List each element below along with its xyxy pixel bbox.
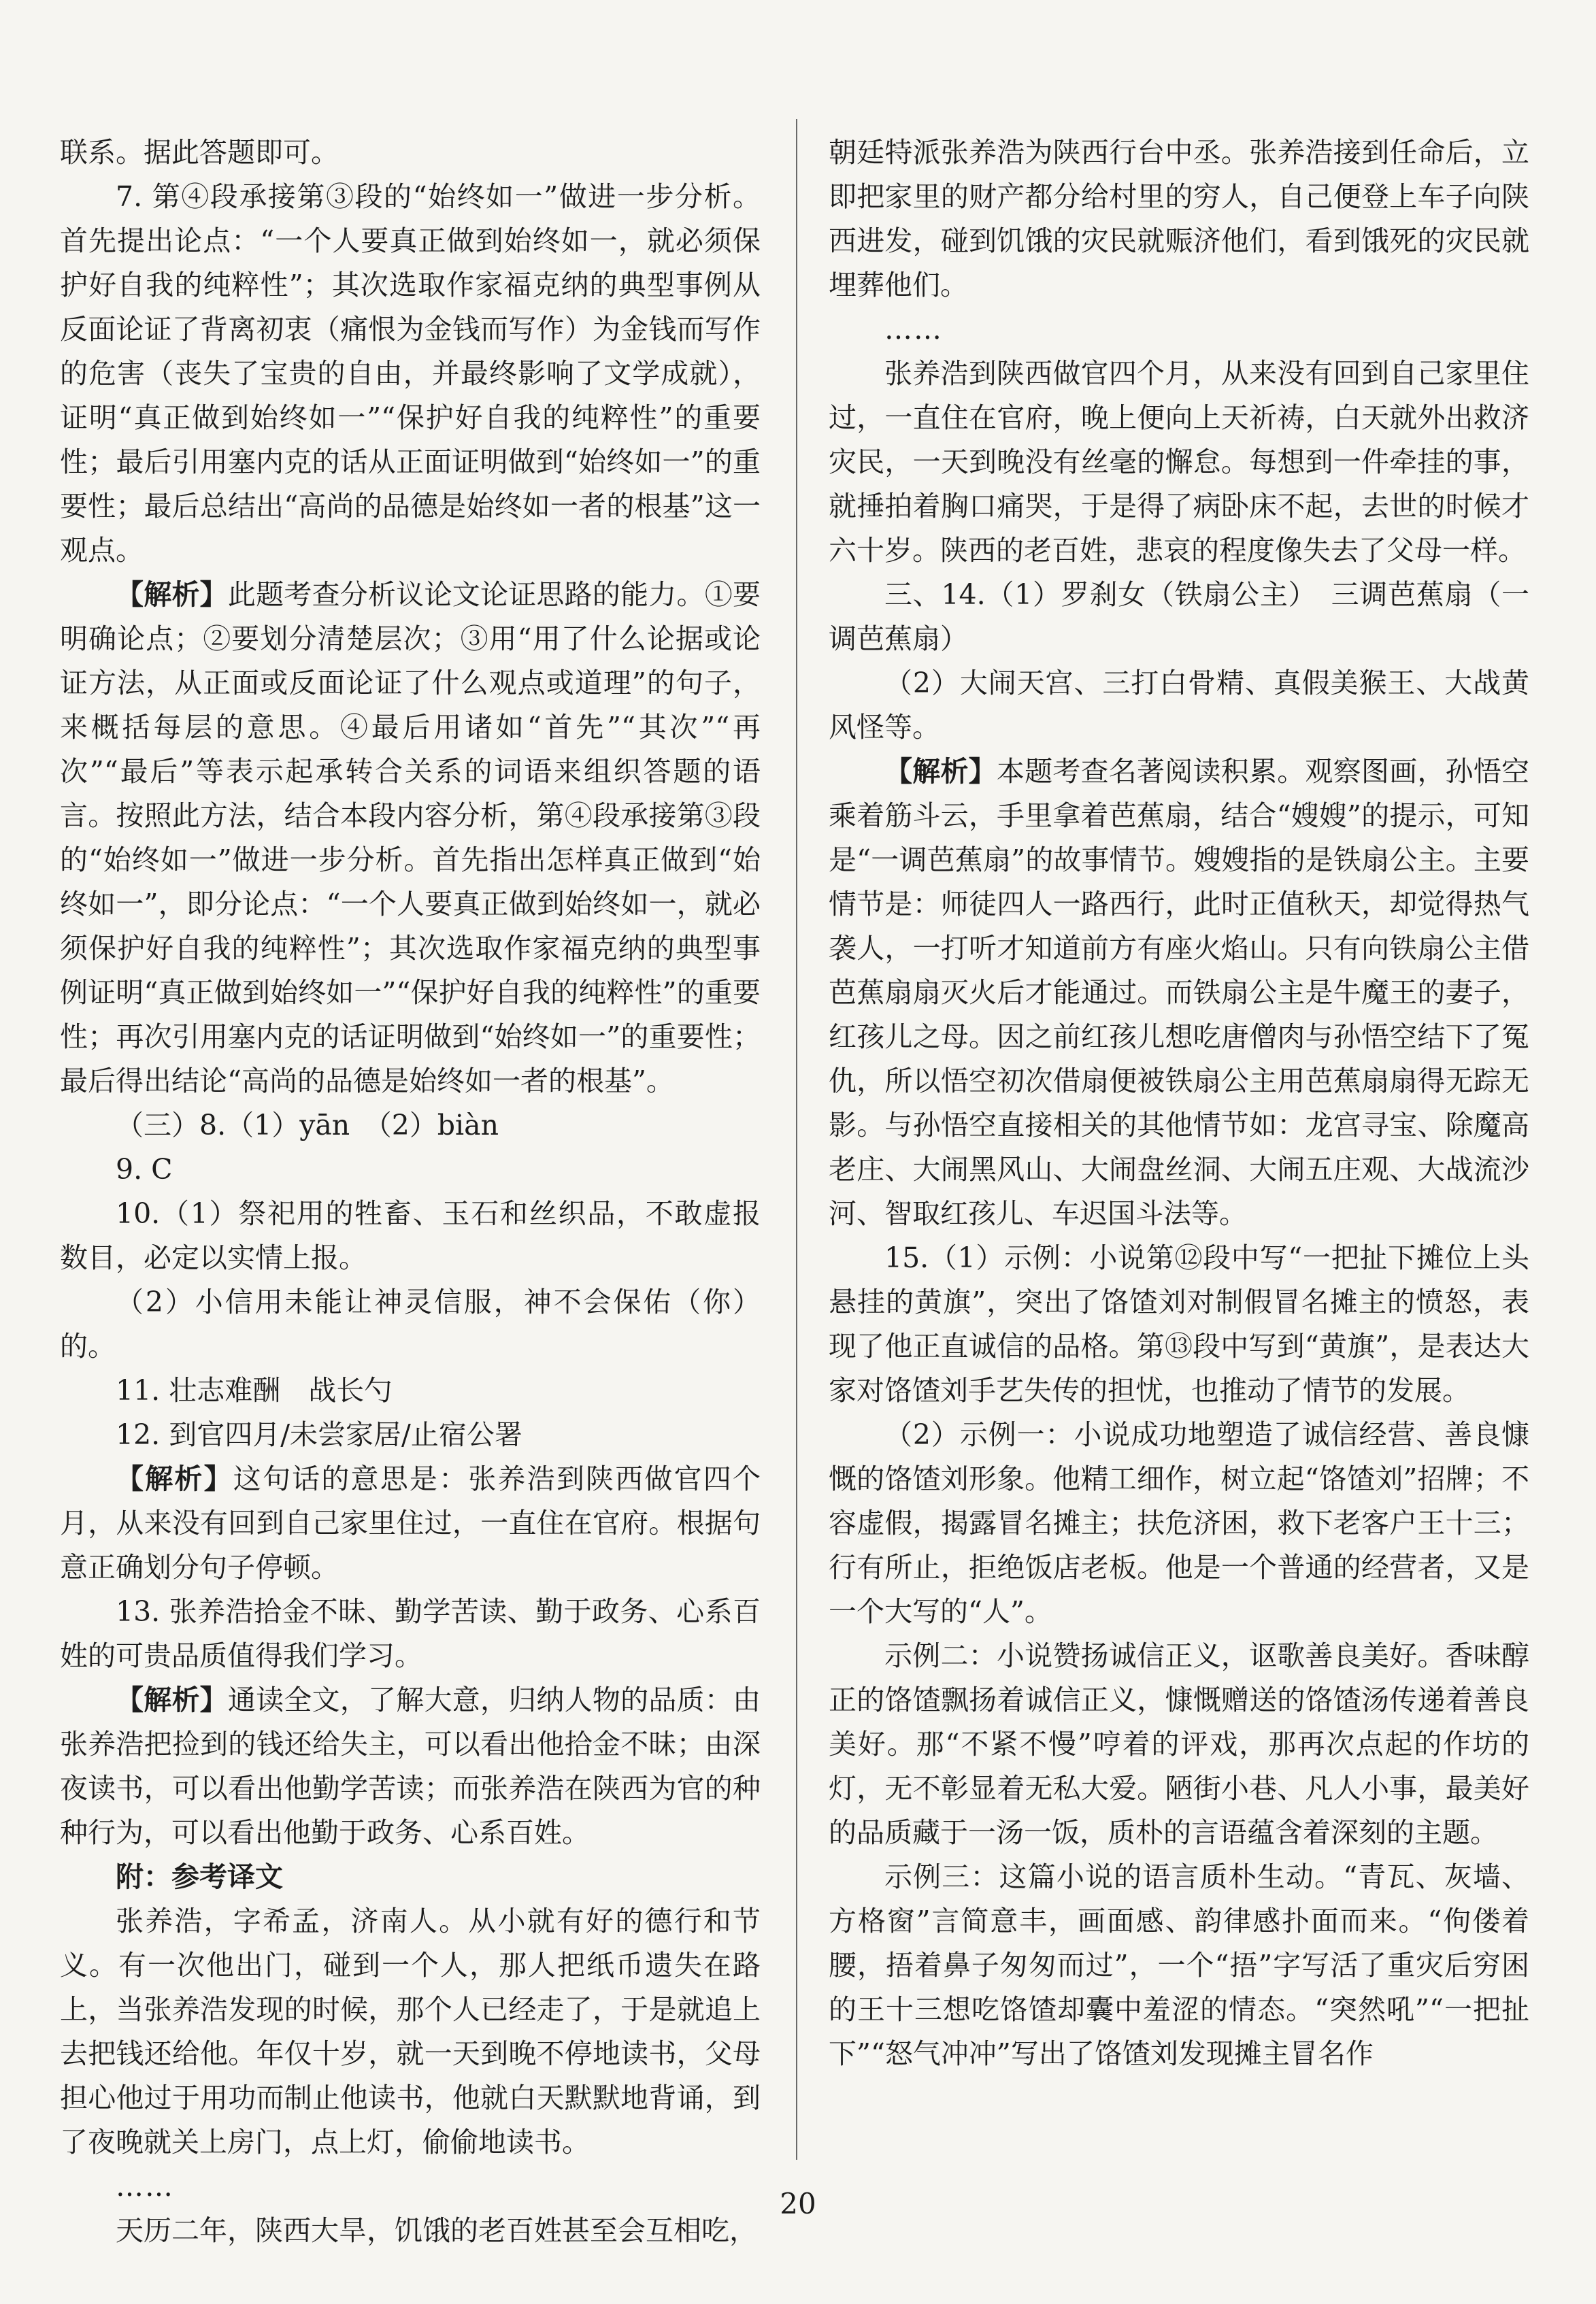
translation-paragraph: 张养浩到陕西做官四个月，从来没有回到自己家里住过，一直住在官府，晚上便向上天祈祷，白天就外出救济灾民，一天到晚没有丝毫的懈怠。每想到一件牵挂的事，就捶拍着胸口痛哭，于是得了病卧床不起，去世的时候才六十岁。陕西的老百姓，悲哀的程度像失去了父母一样。: [829, 357, 1529, 567]
left-paragraph: 联系。据此答题即可。: [60, 136, 339, 169]
analysis-text: 通读全文，了解大意，归纳人物的品质：由张养浩把捡到的钱还给失主，可以看出他拾金不昧；由深夜读书，可以看出他勤学苦读；而张养浩在陕西为官的种种行为，可以看出他勤于政务、心系百姓。: [60, 1684, 761, 1849]
analysis-tag: 【解析】: [116, 578, 228, 611]
analysis-text: 此题考查分析议论文论证思路的能力。①要明确论点；②要划分清楚层次；③用“用了什么论据或论证方法，从正面或反面论证了什么观点或道理”的句子，来概括每层的意思。④最后用诸如“首先”“其次”“再次”“最后”等表示起承转合关系的词语来组织答题的语言。按照此方法，结合本段内容分析，第④段承接第③段的“始终如一”做进一步分析。首先指出怎样真正做到“始终如一”，即分论点：“一个人要真正做到始终如一，就必须保护好自我的纯粹性”；其次选取作家福克纳的典型事例证明“真正做到始终如一”“保护好自我的纯粹性”的重要性；再次引用塞内克的话证明做到“始终如一”的重要性；最后得出结论“高尚的品德是始终如一者的根基”。: [60, 578, 761, 1097]
answer-14-1: 三、14.（1）罗刹女（铁扇公主） 三调芭蕉扇（一调芭蕉扇）: [829, 578, 1529, 655]
translation-paragraph: 张养浩，字希孟，济南人。从小就有好的德行和节义。有一次他出门，碰到一个人，那人把纸币遗失在路上，当张养浩发现的时候，那个人已经走了，于是就追上去把钱还给他。年仅十岁，就一天到晚不停地读书，父母担心他过于用功而制止他读书，他就白天默默地背诵，到了夜晚就关上房门，点上灯，偷偷地读书。: [60, 1905, 761, 2158]
analysis-text: 这句话的意思是：张养浩到陕西做官四个月，从来没有回到自己家里住过，一直住在官府。根据句意正确划分句子停顿。: [60, 1463, 761, 1584]
ellipsis: ……: [884, 313, 943, 346]
answer-8: （三）8.（1）yān （2）biàn: [116, 1109, 499, 1141]
analysis-tag: 【解析】: [116, 1463, 233, 1495]
answer-15-2-example-3: 示例三：这篇小说的语言质朴生动。“青瓦、灰墙、方格窗”言简意丰，画面感、韵律感扑面而来。“佝偻着腰，捂着鼻子匆匆而过”，一个“捂”字写活了重灾后穷困的王十三想吃饹馇却囊中羞涩的情态。“突然吼”“一把扯下”“怒气冲冲”写出了饹馇刘发现摊主冒名作: [829, 1860, 1529, 2070]
translation-paragraph: 朝廷特派张养浩为陕西行台中丞。张养浩接到任命后，立即把家里的财产都分给村里的穷人，自己便登上车子向陕西进发，碰到饥饿的灾民就赈济他们，看到饿死的灾民就埋葬他们。: [829, 136, 1529, 301]
answer-12: 12. 到官四月/未尝家居/止宿公署: [116, 1418, 522, 1451]
answer-15-1: 15.（1）示例：小说第⑫段中写“一把扯下摊位上头悬挂的黄旗”，突出了饹馇刘对制假冒名摊主的愤怒，表现了他正直诚信的品格。第⑬段中写到“黄旗”，是表达大家对饹馇刘手艺失传的担忧，也推动了情节的发展。: [829, 1241, 1529, 1407]
answer-10-2: （2）小信用未能让神灵信服，神不会保佑（你）的。: [60, 1286, 761, 1363]
analysis-tag: 【解析】: [884, 755, 997, 788]
answer-11: 11. 壮志难酬 战长勺: [116, 1374, 393, 1407]
analysis-tag: 【解析】: [116, 1684, 228, 1716]
answer-10-1: 10.（1）祭祀用的牲畜、玉石和丝织品，不敢虚报数目，必定以实情上报。: [60, 1197, 761, 1274]
right-column: [829, 131, 1529, 2076]
column-divider: [796, 119, 797, 2160]
answer-13: 13. 张养浩拾金不昧、勤学苦读、勤于政务、心系百姓的可贵品质值得我们学习。: [60, 1595, 761, 1672]
answer-7: 7. 第④段承接第③段的“始终如一”做进一步分析。首先提出论点：“一个人要真正做到始终如一，就必须保护好自我的纯粹性”；其次选取作家福克纳的典型事例从反面论证了背离初衷（痛恨为金钱而写作）为金钱而写作的危害（丧失了宝贵的自由，并最终影响了文学成就），证明“真正做到始终如一”“保护好自我的纯粹性”的重要性；最后引用塞内克的话从正面证明做到“始终如一”的重要性；最后总结出“高尚的品德是始终如一者的根基”这一观点。: [60, 180, 761, 567]
answer-9: 9. C: [116, 1153, 173, 1186]
ellipsis: ……: [116, 2170, 174, 2203]
analysis-7: [60, 573, 761, 1103]
analysis-13: [60, 1678, 761, 1855]
answer-15-2-example-2: 示例二：小说赞扬诚信正义，讴歌善良美好。香味醇正的饹馇飘扬着诚信正义，慷慨赠送的饹馇汤传递着善良美好。那“不紧不慢”哼着的评戏，那再次点起的作坊的灯，无不彰显着无私大爱。陋街小巷、凡人小事，最美好的品质藏于一汤一饭，质朴的言语蕴含着深刻的主题。: [829, 1639, 1529, 1849]
analysis-12: [60, 1457, 761, 1590]
answer-15-2-example-1: （2）示例一：小说成功地塑造了诚信经营、善良慷慨的饹馇刘形象。他精工细作，树立起“饹馇刘”招牌；不容虚假，揭露冒名摊主；扶危济困，救下老客户王十三；行有所止，拒绝饭店老板。他是一个普通的经营者，又是一个大写的“人”。: [829, 1418, 1529, 1628]
page-number: 20: [780, 2187, 816, 2220]
translation-paragraph: 天历二年，陕西大旱，饥饿的老百姓甚至会互相吃，: [116, 2214, 757, 2247]
answer-14-2: （2）大闹天宫、三打白骨精、真假美猴王、大战黄风怪等。: [829, 667, 1529, 744]
translation-heading: 附：参考译文: [116, 1860, 283, 1893]
analysis-14: [829, 750, 1529, 1236]
analysis-text: 本题考查名著阅读积累。观察图画，孙悟空乘着筋斗云，手里拿着芭蕉扇，结合“嫂嫂”的提示，可知是“一调芭蕉扇”的故事情节。嫂嫂指的是铁扇公主。主要情节是：师徒四人一路西行，此时正值秋天，却觉得热气袭人，一打听才知道前方有座火焰山。只有向铁扇公主借芭蕉扇扇灭火后才能通过。而铁扇公主是牛魔王的妻子，红孩儿之母。因之前红孩儿想吃唐僧肉与孙悟空结下了冤仇，所以悟空初次借扇便被铁扇公主用芭蕉扇扇得无踪无影。与孙悟空直接相关的其他情节如：龙宫寻宝、除魔高老庄、大闹黑风山、大闹盘丝洞、大闹五庄观、大战流沙河、智取红孩儿、车迟国斗法等。: [829, 755, 1530, 1230]
left-column: [60, 131, 761, 2253]
